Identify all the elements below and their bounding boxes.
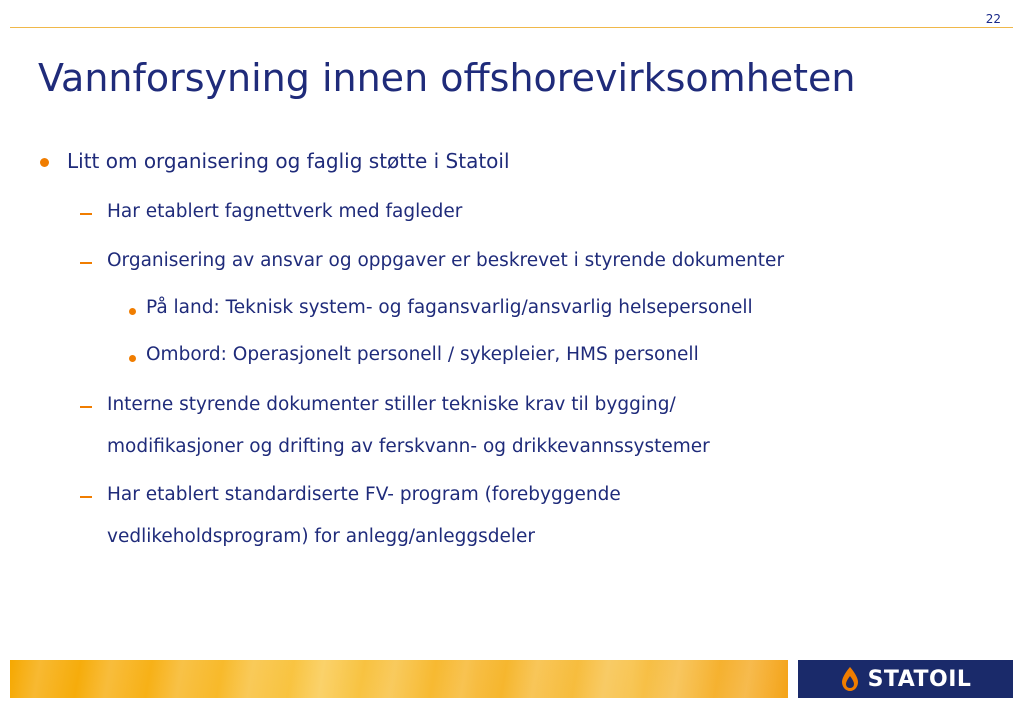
sub-sub-item-2: Ombord: Operasjonelt personell / sykepleier, HMS personell	[146, 344, 699, 365]
sub-item-4-continuation: vedlikeholdsprogram) for anlegg/anleggsdeler	[107, 526, 536, 547]
statoil-logo	[798, 660, 1013, 698]
sub-item-3-continuation: modifikasjoner og drifting av ferskvann- og drikkevannssystemer	[107, 436, 710, 457]
sub-item-3: Interne styrende dokumenter stiller tekniske krav til bygging/	[107, 394, 676, 415]
dash-icon	[80, 496, 92, 498]
page-number: 22	[985, 12, 1001, 26]
dash-icon	[80, 213, 92, 215]
sub-item-2: Organisering av ansvar og oppgaver er beskrevet i styrende dokumenter	[107, 250, 785, 271]
logo-text: STATOIL	[867, 666, 972, 692]
slide-title: Vannforsyning innen offshorevirksomheten	[38, 56, 856, 100]
dash-icon	[80, 406, 92, 408]
dash-icon	[80, 262, 92, 264]
sub-item-1: Har etablert fagnettverk med fagleder	[107, 201, 463, 222]
sub-item-4: Har etablert standardiserte FV- program (forebyggende	[107, 484, 621, 505]
flame-drop-icon	[840, 666, 860, 692]
bullet-dot-icon	[129, 308, 136, 315]
sub-sub-item-1: På land: Teknisk system- og fagansvarlig/ansvarlig helsepersonell	[146, 297, 753, 318]
top-rule	[10, 27, 1013, 28]
bullet-dot-icon	[40, 158, 49, 167]
bullet-item-1: Litt om organisering og faglig støtte i Statoil	[67, 149, 510, 173]
bullet-dot-icon	[129, 355, 136, 362]
footer-bar	[10, 660, 788, 698]
footer-sheen	[10, 660, 788, 698]
